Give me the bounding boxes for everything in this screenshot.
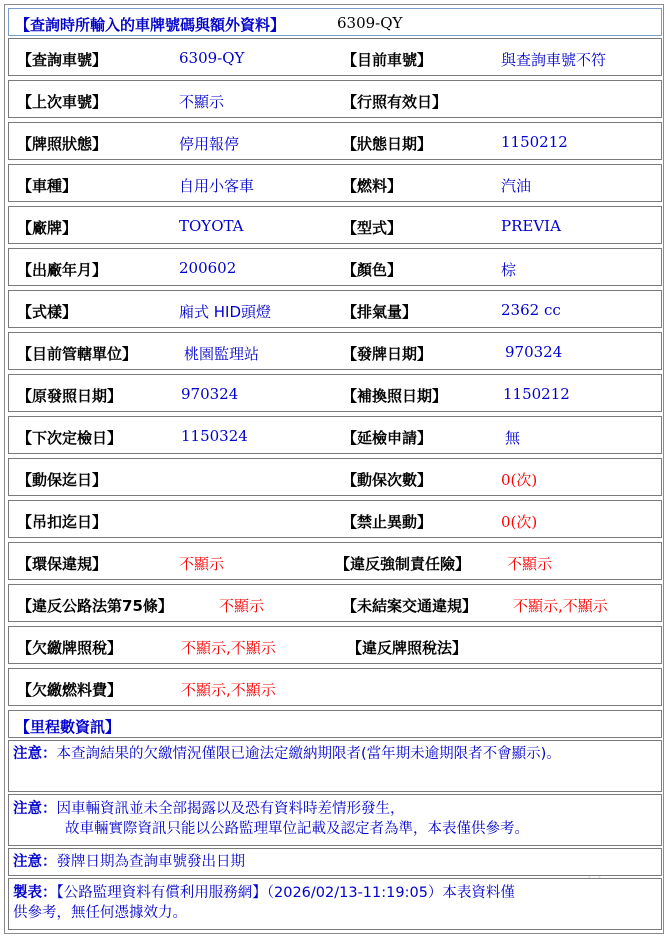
row-manufacture-date (8, 248, 662, 286)
row-plate-query (8, 38, 662, 76)
value-inspection-extension: 無 (505, 429, 521, 447)
value-color: 棕 (501, 261, 517, 279)
value-highway-act-violation: 不顯示 (219, 597, 265, 615)
value-next-inspection: 1150324 (181, 427, 248, 445)
label-suspension-end: 【吊扣迄日】 (17, 513, 108, 531)
label-license-tax-violation: 【違反牌照稅法】 (347, 639, 468, 657)
note-disclaimer-line2: 故車輛實際資訊只能以公路監理單位記載及認定者為準，本表僅供參考。 (65, 821, 529, 837)
label-movable-security-end: 【動保迄日】 (17, 471, 108, 489)
value-body-style: 廂式 HID頭燈 (179, 303, 272, 321)
label-displacement: 【排氣量】 (342, 303, 418, 321)
row-movable-security (8, 458, 662, 496)
footer-line2: 供參考，無任何憑據效力。 (13, 905, 187, 921)
label-license-tax-arrears: 【欠繳牌照稅】 (17, 639, 123, 657)
label-manufacture-date: 【出廠年月】 (17, 261, 108, 279)
label-status-date: 【狀態日期】 (342, 135, 433, 153)
label-vehicle-type: 【車種】 (17, 177, 78, 195)
row-vehicle-type (8, 164, 662, 202)
report-title: 【查詢時所輸入的車牌號碼與額外資料】 (15, 16, 286, 34)
label-issue-date: 【發牌日期】 (342, 345, 433, 363)
row-previous-plate (8, 80, 662, 118)
value-insurance-violation: 不顯示 (507, 555, 553, 573)
row-body-style (8, 290, 662, 328)
label-reissue-date: 【補換照日期】 (342, 387, 448, 405)
note-arrears (8, 740, 662, 792)
row-original-license-date (8, 374, 662, 412)
label-next-inspection: 【下次定檢日】 (17, 429, 123, 447)
value-current-plate: 與查詢車號不符 (501, 51, 607, 69)
row-plate-status (8, 122, 662, 160)
value-fuel: 汽油 (501, 177, 532, 195)
label-model: 【型式】 (342, 219, 403, 237)
label-environmental-violation: 【環保違規】 (17, 555, 108, 573)
value-reissue-date: 1150212 (503, 385, 570, 403)
value-status-date: 1150212 (501, 133, 568, 151)
value-plate-status: 停用報停 (179, 135, 240, 153)
value-transfer-ban: 0(次) (501, 513, 538, 531)
value-fuel-fee-arrears: 不顯示,不顯示 (181, 681, 276, 699)
row-next-inspection (8, 416, 662, 454)
label-original-license-date: 【原發照日期】 (17, 387, 123, 405)
label-plate-status: 【牌照狀態】 (17, 135, 108, 153)
report-footer (8, 878, 662, 930)
label-transfer-ban: 【禁止異動】 (342, 513, 433, 531)
value-displacement: 2362 cc (501, 301, 561, 319)
note-issue-date (8, 848, 662, 876)
note-issue-date-key: 注意： (13, 854, 57, 870)
mileage-heading: 【里程數資訊】 (15, 718, 121, 736)
footer-line1: 【公路監理資料有償利用服務網】（2026/02/13-11:19:05）本表資料僅 (56, 885, 515, 901)
row-license-tax-arrears (8, 626, 662, 664)
value-jurisdiction: 桃園監理站 (184, 345, 260, 363)
note-disclaimer-line1: 因車輛資訊並未全部揭露以及恐有資料時差情形發生， (56, 801, 405, 817)
mileage-section (8, 710, 662, 738)
label-current-plate: 【目前車號】 (342, 51, 433, 69)
label-brand: 【廠牌】 (17, 219, 78, 237)
note-arrears-key: 注意： (13, 746, 57, 762)
label-jurisdiction: 【目前管轄單位】 (17, 345, 138, 363)
note-disclaimer-key: 注意： (13, 801, 57, 817)
label-color: 【顏色】 (342, 261, 403, 279)
label-fuel: 【燃料】 (342, 177, 403, 195)
value-manufacture-date: 200602 (179, 259, 237, 277)
label-inspection-extension: 【延檢申請】 (342, 429, 433, 447)
footer-key: 製表： (13, 885, 57, 901)
label-fuel-fee-arrears: 【欠繳燃料費】 (17, 681, 123, 699)
note-issue-date-text: 發牌日期為查詢車號發出日期 (56, 854, 245, 870)
label-unsettled-traffic-violation: 【未結案交通違規】 (342, 597, 478, 615)
row-highway-act-violation (8, 584, 662, 622)
label-query-plate: 【查詢車號】 (17, 51, 108, 69)
label-movable-security-count: 【動保次數】 (342, 471, 433, 489)
row-fuel-fee-arrears (8, 668, 662, 706)
value-brand: TOYOTA (179, 217, 244, 235)
row-suspension (8, 500, 662, 538)
label-license-valid-date: 【行照有效日】 (342, 93, 448, 111)
value-unsettled-traffic-violation: 不顯示,不顯示 (513, 597, 608, 615)
value-environmental-violation: 不顯示 (179, 555, 225, 573)
value-original-license-date: 970324 (181, 385, 239, 403)
value-vehicle-type: 自用小客車 (179, 177, 255, 195)
value-model: PREVIA (501, 217, 561, 235)
note-arrears-text: 本查詢結果的欠繳情況僅限已逾法定繳納期限者(當年期未逾期限者不會顯示)。 (56, 746, 561, 762)
report-title-plate: 6309-QY (337, 14, 403, 32)
label-insurance-violation: 【違反強制責任險】 (335, 555, 471, 573)
label-highway-act-violation: 【違反公路法第75條】 (17, 597, 173, 615)
value-movable-security-count: 0(次) (501, 471, 538, 489)
note-disclaimer (8, 794, 662, 846)
value-license-tax-arrears: 不顯示,不顯示 (181, 639, 276, 657)
row-brand (8, 206, 662, 244)
row-environmental-violation (8, 542, 662, 580)
label-body-style: 【式樣】 (17, 303, 78, 321)
value-issue-date: 970324 (505, 343, 563, 361)
value-query-plate: 6309-QY (179, 49, 245, 67)
value-previous-plate: 不顯示 (179, 93, 225, 111)
label-previous-plate: 【上次車號】 (17, 93, 108, 111)
row-jurisdiction (8, 332, 662, 370)
report-title-bar (8, 8, 662, 36)
